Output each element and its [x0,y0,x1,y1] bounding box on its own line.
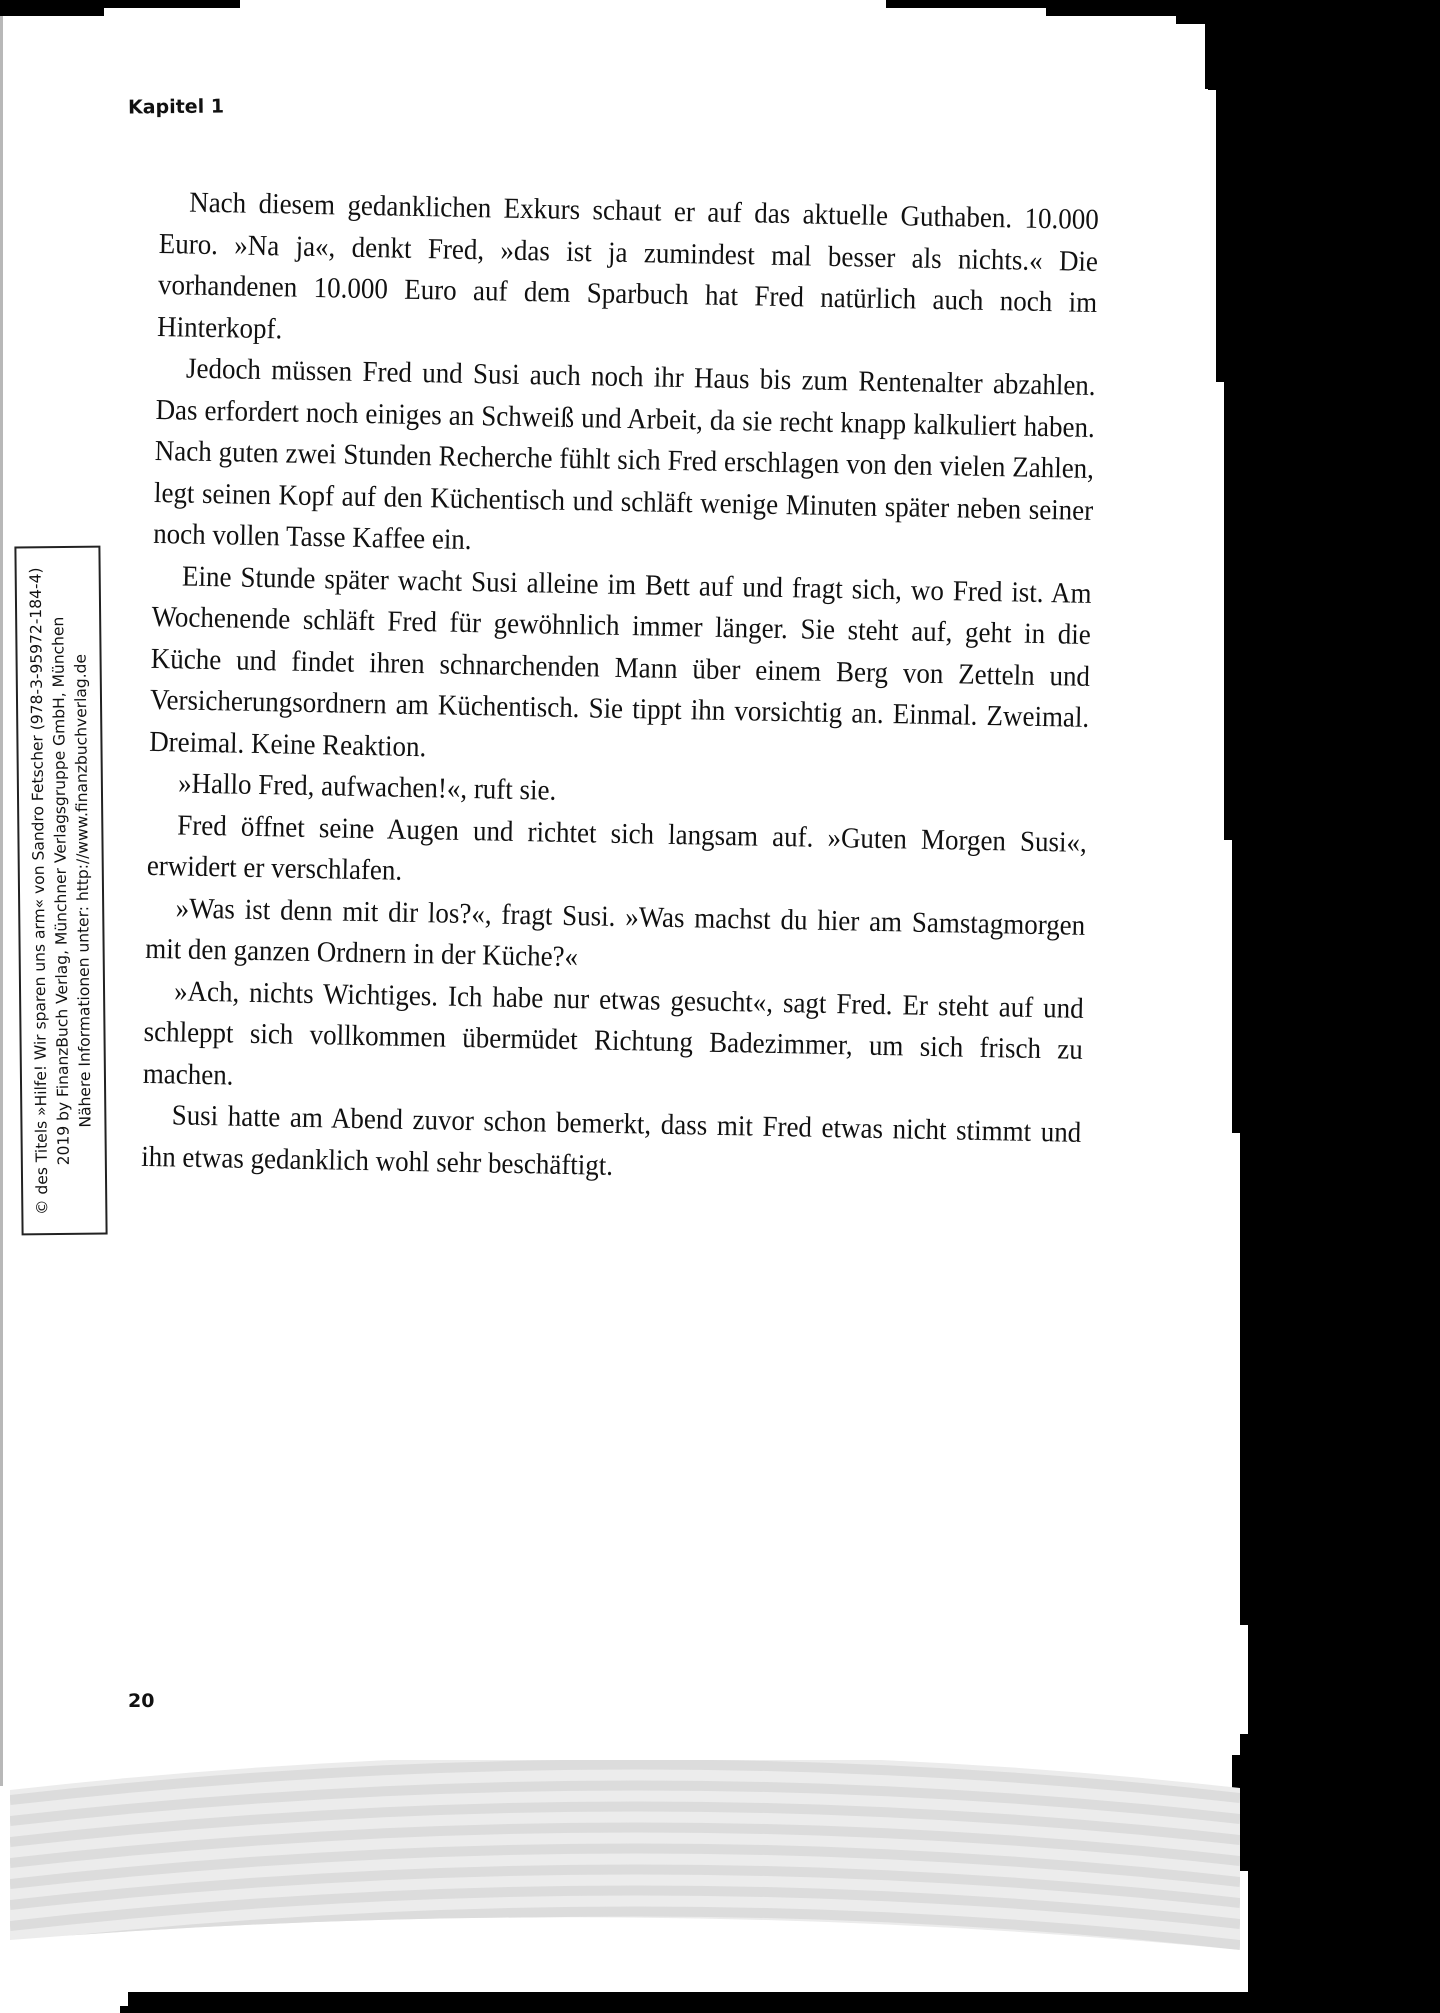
body-text [140,182,1100,1195]
frame-bottom-step [120,2006,1440,2013]
frame-right-5 [1232,840,1440,1133]
frame-right-2 [1208,18,1440,90]
frame-right-7 [1248,1625,1440,1735]
paragraph: »Ach, nichts Wichtiges. Ich habe nur etwas gesucht«, sagt Fred. Er steht auf und schleppt sich vollkommen übermüdet Richtung Badezimmer, um sich frisch zu machen. [142,974,1084,1092]
frame-top-left [0,0,240,8]
paragraph: »Was ist denn mit dir los?«, fragt Susi. »Was machst du hier am Samstagmorgen mit den ganzen Ordnern in der Küche?« [144,891,1086,974]
paragraph: Susi hatte am Abend zuvor schon bemerkt, dass mit Fred etwas nicht stimmt und ihn etwas gedanklich wohl sehr beschäftigt. [140,1099,1082,1182]
paragraph: Eine Stunde später wacht Susi alleine im Bett auf und fragt sich, wo Fred ist. Am Wochenende schläft Fred für gewöhnlich immer länger. Sie steht auf, geht in die Küche und findet ihren schnarchenden Mann über einem Berg von Zetteln und Versicherungsordnern am Küchentisch. Sie tippt ihn vorsichtig an. Einmal. Zweimal. Dreimal. Keine Reaktion. [148,559,1092,763]
page-stack-edges [10,1760,1240,1950]
frame-right-10 [1240,1830,1440,1871]
paragraph: Fred öffnet seine Augen und richtet sich langsam auf. »Guten Morgen Susi«, erwidert er verschlafen. [146,808,1088,887]
frame-right-6 [1240,1133,1440,1625]
frame-top-left-step [0,8,104,16]
frame-right-3 [1216,89,1440,382]
frame-right-8 [1240,1734,1440,1755]
page-number: 20 [128,1690,155,1712]
chapter-header: Kapitel 1 [127,95,225,119]
frame-right-9 [1232,1755,1440,1830]
frame-right-4 [1224,382,1440,840]
copyright-line: © des Titels »Hilfe! Wir sparen uns arm« von Sandro Fetscher (978-3-95972-184-4) [26,566,52,1215]
paragraph: »Hallo Fred, aufwachen!«, ruft sie. [177,767,557,807]
frame-top-right [886,0,1440,8]
frame-top-right-step1 [1046,8,1440,16]
copyright-line: Nähere Informationen unter: http://www.finanzbuchverlag.de [71,653,95,1128]
copyright-notice [24,550,97,1231]
paragraph: Nach diesem gedanklichen Exkurs schaut er auf das aktuelle Guthaben. 10.000 Euro. »Na ja«, denkt Fred, »das ist ja zumindest mal besser als nichts.« Die vorhandenen 10.000 Euro auf dem Sparbuch hat Fred natürlich auch noch im Hinterkopf. [156,186,1100,345]
paragraph: Jedoch müssen Fred und Susi auch noch ihr Haus bis zum Rentenalter abzahlen. Das erfordert noch einiges an Schweiß und Arbeit, da sie recht knapp kalkuliert haben. Nach guten zwei Stunden Recherche fühlt sich Fred erschlagen von den vielen Zahlen, legt seinen Kopf auf den Küchentisch und schläft wenige Minuten später neben seiner noch vollen Tasse Kaffee ein. [152,352,1096,557]
copyright-line: 2019 by FinanzBuch Verlag, Münchner Verlagsgruppe GmbH, München [49,616,73,1165]
copyright-notice-box [14,546,107,1236]
page-left-edge [0,16,3,1786]
